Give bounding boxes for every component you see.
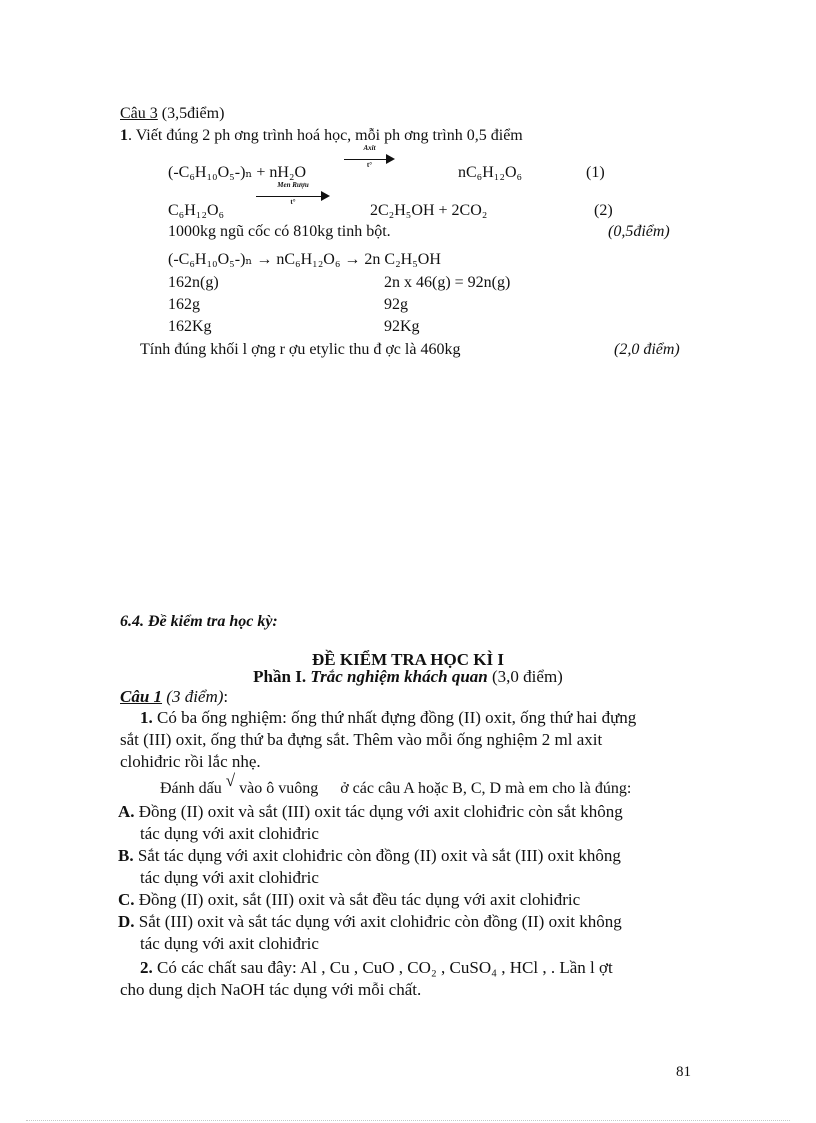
question-1-line-1 [140,708,636,728]
starch-line: 1000kg ngũ cốc có 810kg tinh bột. [168,223,391,240]
option-b-letter: B. [118,846,134,865]
option-c-text: Đồng (II) oxit, sắt (III) oxit và sắt đều tác dụng với axit clohiđric [134,890,581,909]
question-2-line-2: cho dung dịch NaOH tác dụng với mỗi chất. [120,980,422,999]
question-1-text: Có ba ống nghiệm: ống thứ nhất đựng đồng (II) oxit, ống thứ hai đựng [152,708,637,727]
mass-row-2-left: 162g [168,296,200,313]
score-note-b: (2,0 điểm) [614,341,680,358]
equation-2-arrow-label-top: Men Rượu [277,181,309,189]
exam-title: ĐỀ KIỂM TRA HỌC KÌ I [312,650,504,669]
option-d-letter: D. [118,912,135,931]
option-a-line-1 [118,802,623,822]
equation-2-arrow [256,181,330,207]
instruction-text-b: vào ô vuông [239,780,319,797]
part-score: (3,0 điểm) [487,667,563,686]
equation-1-left: (-C₆H₁₀O₅-)ₙ + nH₂O [168,164,307,181]
mass-row-1-right: 2n x 46(g) = 92n(g) [384,274,511,291]
cau3-item1-text: . Viết đúng 2 ph ơng trình hoá học, mỗi ph ơng trình 0,5 điểm [128,127,523,144]
equation-2-left: C₆H₁₂O₆ [168,202,225,219]
cau3-item1-number: 1 [120,127,128,144]
question-2-text: Có các chất sau đây: Al , Cu , CuO , CO₂ , CuSO₄ , HCl , . Lần l ợt [152,958,613,977]
instruction-text-c: ở các câu A hoặc B, C, D mà em cho là đúng: [340,780,632,797]
cau3-score: (3,5điểm) [157,105,225,122]
section-heading: 6.4. Đề kiểm tra học kỳ: [120,613,278,630]
instruction-line [160,771,632,799]
question-1-line-2: sắt (III) oxit, ống thứ ba đựng sắt. Thêm vào mỗi ống nghiệm 2 ml axit [120,730,603,749]
option-b-line-2: tác dụng với axit clohiđric [140,868,319,887]
question-2-line-1 [140,958,613,978]
option-a-line-2: tác dụng với axit clohiđric [140,824,319,843]
equation-1-arrow-label-top: Axit [363,144,376,152]
cau1-colon: : [223,687,229,706]
page-bottom-divider [26,1120,790,1121]
option-b-line-1 [118,846,621,866]
question-1-number: 1. [140,708,153,727]
equation-2-right: 2C₂H₅OH + 2CO₂ [370,202,488,219]
cau3-title: Câu 3 [120,105,158,122]
part-label: Phần I. [253,667,307,686]
question-2-number: 2. [140,958,153,977]
page-number: 81 [676,1064,691,1080]
option-d-line-2: tác dụng với axit clohiđric [140,934,319,953]
chain-equation: (-C₆H₁₀O₅-)ₙ → nC₆H₁₂O₆ → 2n C₂H₅OH [168,251,441,268]
equation-2-arrow-label-bottom: t° [290,198,296,206]
option-a-letter: A. [118,802,135,821]
mass-row-3-left: 162Kg [168,318,212,335]
cau1-heading [120,687,228,707]
option-d-line-1 [118,912,622,932]
result-line: Tính đúng khối l ợng r ợu etylic thu đ ợc là 460kg [140,341,461,358]
equation-1-arrow [344,144,395,170]
equation-2-number: (2) [594,202,613,219]
instruction-text-a: Đánh dấu [160,780,222,797]
option-c-line-1 [118,890,580,910]
cau3-heading [120,104,224,124]
cau1-title: Câu 1 [120,687,163,706]
part-heading [0,667,816,687]
option-d-text: Sắt (III) oxit và sắt tác dụng với axit clohiđric còn đồng (II) oxit không [134,912,622,931]
question-1-line-3: clohiđric rồi lắc nhẹ. [120,752,261,771]
mass-row-1-left: 162n(g) [168,274,219,291]
mass-row-3-right: 92Kg [384,318,420,335]
mass-row-2-right: 92g [384,296,408,313]
equation-1-number: (1) [586,164,605,181]
option-a-text: Đồng (II) oxit và sắt (III) oxit tác dụng với axit clohiđric còn sắt không [134,802,623,821]
check-mark-icon: √ [225,771,236,790]
score-note-a: (0,5điểm) [608,223,670,240]
option-c-letter: C. [118,890,135,909]
cau3-item1 [120,126,523,146]
cau1-score: (3 điểm) [162,687,224,706]
equation-1-right: nC₆H₁₂O₆ [458,164,523,181]
equation-1-arrow-label-bottom: t° [366,161,373,169]
part-name: Trắc nghiệm khách quan [306,667,488,686]
option-b-text: Sắt tác dụng với axit clohiđric còn đồng (II) oxit và sắt (III) oxit không [133,846,621,865]
